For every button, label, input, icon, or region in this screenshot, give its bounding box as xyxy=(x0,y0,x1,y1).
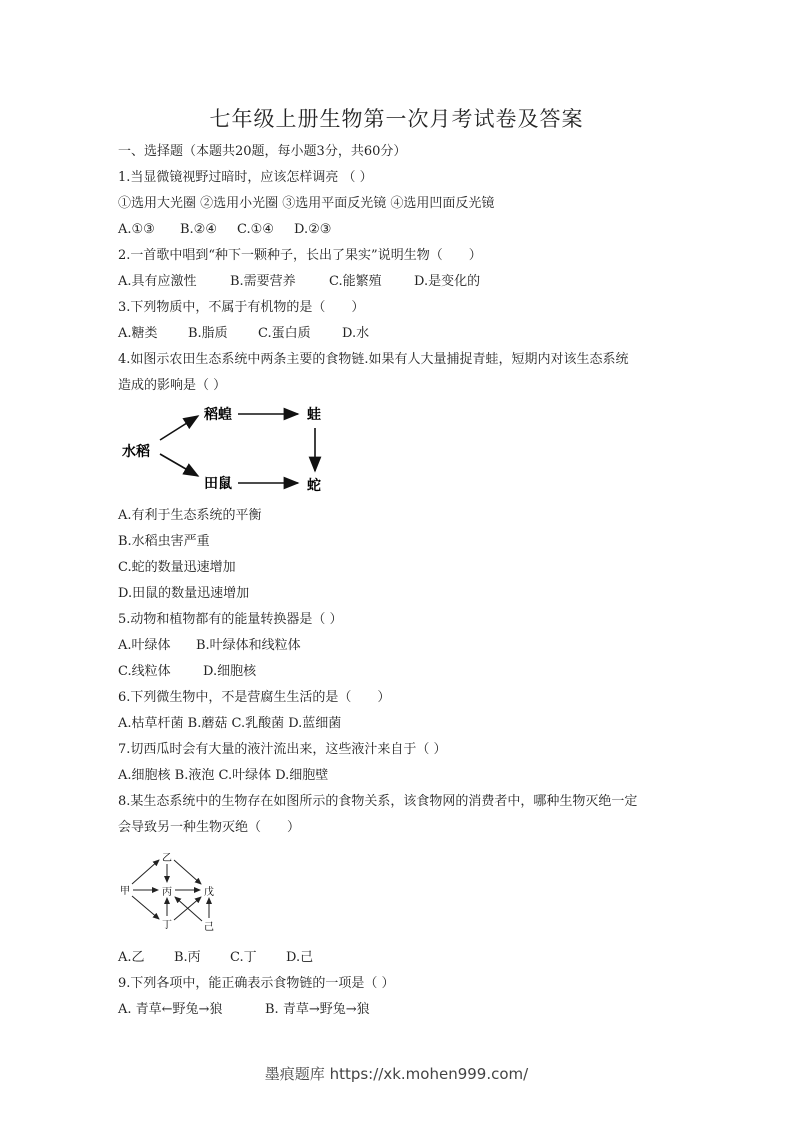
node-rice: 水稻 xyxy=(122,444,150,460)
arrow-jia-to-ding xyxy=(132,896,159,919)
question-1-stem: 1.当显微镜视野过暗时，应该怎样调亮 （ ） xyxy=(118,170,373,185)
question-6-options: A.枯草杆菌 B.蘑菇 C.乳酸菌 D.蓝细菌 xyxy=(118,716,342,731)
question-4-option-d: D.田鼠的数量迅速增加 xyxy=(118,586,250,601)
arrow-yi-to-wu xyxy=(174,860,201,884)
question-9-options xyxy=(118,1001,370,1019)
node-ding: 丁 xyxy=(162,920,172,931)
food-chain-diagram xyxy=(110,398,340,498)
question-2-stem: 2.一首歌中唱到“种下一颗种子，长出了果实”说明生物（ ） xyxy=(118,248,482,263)
question-4-option-c: C.蛇的数量迅速增加 xyxy=(118,560,236,575)
option-a: A.乙 xyxy=(118,950,145,965)
option-d: D.细胞核 xyxy=(203,664,257,679)
arrow-jia-to-yi xyxy=(132,860,159,884)
option-b: B.脂质 xyxy=(188,326,228,341)
question-9-stem: 9.下列各项中，能正确表示食物链的一项是（ ） xyxy=(118,976,395,991)
question-3-options xyxy=(118,325,369,343)
option-b: B.②④ xyxy=(180,222,217,237)
page-title: 七年级上册生物第一次月考试卷及答案 xyxy=(209,107,584,131)
question-3-stem: 3.下列物质中，不属于有机物的是（ ） xyxy=(118,300,365,315)
question-8-stem-line-1: 8.某生态系统中的生物存在如图所示的食物关系，该食物网的消费者中，哪种生物灭绝一定 xyxy=(118,794,638,809)
question-4-stem-line-2: 造成的影响是（ ） xyxy=(118,378,227,393)
question-2-options xyxy=(118,273,480,291)
question-8-stem-line-2: 会导致另一种生物灭绝（ ） xyxy=(118,820,301,835)
option-a: A.具有应激性 xyxy=(118,274,197,289)
option-d: D.是变化的 xyxy=(414,274,481,289)
node-mouse: 田鼠 xyxy=(204,476,232,492)
question-5-stem: 5.动物和植物都有的能量转换器是（ ） xyxy=(118,612,343,627)
option-b: B.叶绿体和线粒体 xyxy=(196,638,301,653)
question-5-options-row-2 xyxy=(118,663,256,681)
arrow-rice-to-mouse xyxy=(160,454,198,476)
question-6-stem: 6.下列微生物中，不是营腐生生活的是（ ） xyxy=(118,690,391,705)
node-bing: 丙 xyxy=(162,887,172,898)
question-4-option-b: B.水稻虫害严重 xyxy=(118,534,210,549)
node-locust: 稻蝗 xyxy=(204,407,232,423)
question-4-option-a: A.有利于生态系统的平衡 xyxy=(118,508,262,523)
option-c: C.①④ xyxy=(237,222,274,237)
arrow-rice-to-locust xyxy=(160,416,198,440)
node-snake: 蛇 xyxy=(307,478,321,494)
node-frog: 蛙 xyxy=(307,407,321,423)
option-c: C.丁 xyxy=(230,950,257,965)
question-5-options-row-1 xyxy=(118,637,301,655)
question-7-stem: 7.切西瓜时会有大量的液汁流出来，这些液汁来自于（ ） xyxy=(118,742,447,757)
option-a: A. 青草←野兔→狼 xyxy=(118,1002,223,1017)
node-wu: 戊 xyxy=(204,887,214,898)
node-yi: 乙 xyxy=(162,853,172,864)
node-ji: 己 xyxy=(204,922,214,933)
question-1-options xyxy=(118,221,331,239)
option-c: C.能繁殖 xyxy=(329,274,382,289)
option-a: A.叶绿体 xyxy=(118,638,171,653)
arrow-ji-to-bing xyxy=(175,897,202,921)
footer-watermark: 墨痕题库 https://xk.mohen999.com/ xyxy=(264,1065,529,1083)
question-4-stem-line-1: 4.如图示农田生态系统中两条主要的食物链.如果有人大量捕捉青蛙，短期内对该生态系统 xyxy=(118,352,629,367)
food-web-diagram xyxy=(115,848,225,938)
option-d: D.己 xyxy=(286,950,314,965)
question-8-options xyxy=(118,949,313,967)
option-b: B. 青草→野兔→狼 xyxy=(265,1002,370,1017)
option-c: C.线粒体 xyxy=(118,664,171,679)
option-a: A.①③ xyxy=(118,222,155,237)
question-7-options: A.细胞核 B.液泡 C.叶绿体 D.细胞壁 xyxy=(118,768,329,783)
section-heading: 一、选择题（本题共20题，每小题3分，共60分） xyxy=(118,144,407,159)
option-d: D.②③ xyxy=(294,222,332,237)
option-b: B.丙 xyxy=(174,950,201,965)
option-a: A.糖类 xyxy=(118,326,158,341)
node-jia: 甲 xyxy=(120,886,130,897)
option-b: B.需要营养 xyxy=(230,274,296,289)
option-c: C.蛋白质 xyxy=(258,326,311,341)
option-d: D.水 xyxy=(342,326,370,341)
question-1-items: ①选用大光圈 ②选用小光圈 ③选用平面反光镜 ④选用凹面反光镜 xyxy=(118,196,495,211)
